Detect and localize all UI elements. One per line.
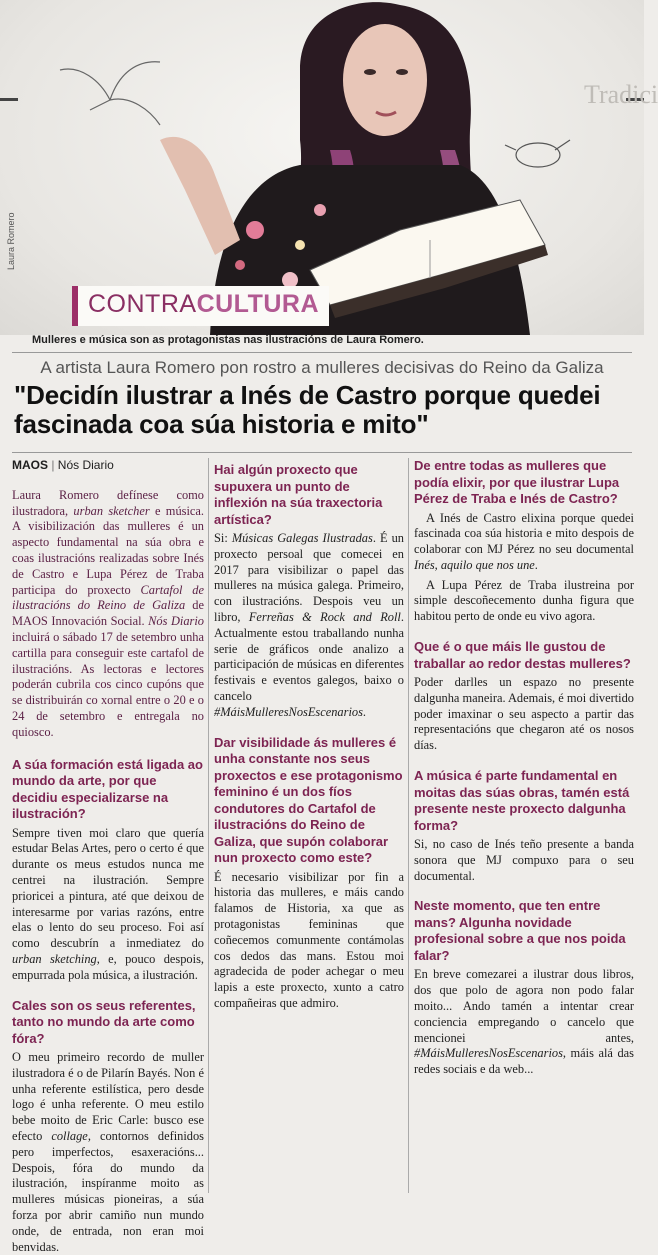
lead-text: Laura Romero defínese como ilustradora, — [12, 487, 204, 518]
question: De entre todas as mulleres que podía elixir, por que ilustrar Lupa Pérez de Traba e Inés de Castro? — [414, 458, 620, 506]
illustration-photo — [0, 0, 658, 335]
answer-text: En breve comezarei a ilustrar dous libros, dos que polo de agora non podo falar moito... Ando tamén a intentar crear conciencia empregando o cancelo que mencionei antes, — [414, 967, 634, 1045]
answer-text: , contornos definidos pero imperfectos, esaxeracións... Despois, fóra do mundo da ilustración, inspíranme moito as mulleres músicas pioneiras, a súa forza por abrir camiño nun mundo onde, de entrada, non eran moi benvidas. — [12, 1129, 204, 1254]
byline-outlet: Nós Diario — [57, 458, 114, 472]
answer-text: . — [362, 704, 367, 719]
answer-text: , e, pouco despois, empurrada pola música, a ilustración. — [12, 951, 204, 982]
question: A súa formación está ligada ao mundo da arte, por que decidiu especializarse na ilustración? — [12, 756, 203, 822]
byline-separator: | — [48, 458, 58, 472]
column-divider — [408, 458, 409, 1193]
column-divider — [208, 458, 209, 1193]
answer-text: . — [534, 557, 538, 572]
answer — [414, 511, 634, 574]
column-3 — [414, 458, 634, 1198]
answer-text: , máis alá das redes sociais e da web... — [414, 1046, 634, 1077]
column-1 — [12, 458, 204, 1254]
lead-text: e música. A visibilización das mulleres é un aspecto fundamental na súa obra e coas ilustracións realizadas sobre Inés de Castro e Lupa Pérez de Traba participa do proxecto — [12, 503, 204, 597]
divider — [12, 452, 632, 453]
article-photo — [0, 0, 658, 335]
answer-text: Inés, aquilo que nos une — [414, 557, 535, 572]
answer: Si, no caso de Inés teño presente a banda sonora que MJ compuxo para o seu documental. — [414, 837, 634, 883]
lead-text: incluirá o sábado 17 de setembro unha cartilla para conseguir este cartafol de ilustracións. As lectoras e lectores poderán cubrila cos cinco cupóns que se distribuirán co xornal entre o 20 e o 24 de setembro e entregala no quiosco. — [12, 629, 204, 739]
answer: Poder darlles un espazo no presente dalgunha maneira. Ademais, é moi divertido poder imaxinar o seu aspecto a partir das representacións que chegaron até os nosos días. — [414, 675, 634, 753]
adjacent-page-text: Tradici — [584, 80, 658, 109]
answer: É necesario visibilizar por fin a historia das mulleres, e máis cando falamos de Historia, xa que as protagonistas femininas que coñecemos comunmente contámolas cos dedos das mans. Estou moi agradecida de poder achegar o meu lapis a este proxecto, xunto a catro compañeiras que admiro. — [214, 869, 404, 1010]
answer — [12, 1050, 204, 1255]
question: Hai algún proxecto que supuxera un punto de inflexión na súa traxectoria artística? — [214, 462, 383, 527]
lead-text: Nós Diario — [148, 614, 204, 629]
lead-text: de MAOS Innovación Social. — [12, 598, 204, 629]
question: Neste momento, que ten entre mans? Algunha novidade profesional sobre a que nos poida falar? — [414, 898, 626, 963]
answer-text: #MáisMulleresNosEscenarios — [414, 1046, 563, 1061]
question: Cales son os seus referentes, tanto no mundo da arte como fóra? — [12, 997, 196, 1046]
question: A música é parte fundamental en moitas das súas obras, tamén está presente neste proxecto dalgunha forma? — [414, 768, 630, 833]
answer-text: . É un proxecto persoal que comecei en 2017 para visibilizar o papel das mulleres na música galega. Primeiro, con ilustracións. Despois veu un libro, — [214, 531, 404, 624]
answer-text: . Actualmente estou traballando nunha serie de gráficos onde analizo a participación de músicas en diferentes festivais e eventos galegos, baixo o cancelo — [214, 609, 404, 703]
lead-text: urban sketcher — [73, 503, 150, 518]
lead-text: Cartafol de ilustracións do Reino de Galiza — [12, 582, 204, 613]
headline: "Decidín ilustrar a Inés de Castro porque quedei fascinada coa súa historia e mito" — [14, 380, 601, 439]
answer-text: Ferreñas & Rock and Roll — [248, 609, 401, 624]
byline — [12, 458, 204, 474]
answer — [214, 531, 404, 721]
answer-text: urban sketching — [12, 951, 97, 966]
answer-text: Músicas Galegas Ilustradas — [231, 531, 373, 545]
answer-text: #MáisMulleresNosEscenarios — [214, 704, 363, 719]
answer-text: Sempre tiven moi claro que quería estudar Belas Artes, pero o certo é que durante os meus estudos nunca me centrei na ilustración. Sempre prioricei a pintura, até que deixou de interesarme por varias razóns, entre elas o lento do seu proceso. Foi así como descubrín a inmediatez do — [12, 825, 204, 951]
answer-text: collage — [51, 1129, 88, 1143]
photo-caption: Mulleres e música son as protagonistas nas ilustracións de Laura Romero. — [32, 334, 424, 346]
kicker: A artista Laura Romero pon rostro a mulleres decisivas do Reino da Galiza — [40, 358, 604, 377]
answer-text: Si: — [214, 531, 232, 545]
answer — [414, 967, 634, 1078]
section-tag-part1: CONTRA — [88, 290, 197, 318]
answer — [12, 826, 204, 984]
question: Dar visibilidade ás mulleres é unha constante nos seus proxectos e ese protagonismo feminino é un dos fíos condutores do Cartafol de ilustracións do Reino de Galiza, que supón colaborar nun proxecto como este? — [214, 734, 403, 866]
margin-mark-left — [0, 98, 18, 101]
lead-paragraph — [12, 488, 204, 741]
answer: A Lupa Pérez de Traba ilustreina por simple descoñecemento dunha figura que habitou perto de onde eu vivo agora. — [414, 577, 634, 624]
column-2 — [214, 462, 404, 1202]
byline-author: MAOS — [12, 458, 48, 472]
section-tag — [72, 286, 329, 326]
question: Que é o que máis lle gustou de traballar ao redor destas mulleres? — [414, 639, 631, 671]
photo-credit: Laura Romero — [6, 212, 16, 270]
answer-text: O meu primeiro recordo de muller ilustradora é o de Pilarín Bayés. Non é unha referente estilística, pero desde logo é unha referente. O meu estilo bebe moito de Eric Carle: busco ese efecto — [12, 1050, 204, 1143]
answer-text: A Inés de Castro elixina porque quedei fascinada coa súa historia e mito despois de colaborar con MJ Pérez no seu documental — [414, 510, 634, 557]
divider — [12, 352, 632, 353]
section-tag-part2: CULTURA — [196, 290, 320, 318]
